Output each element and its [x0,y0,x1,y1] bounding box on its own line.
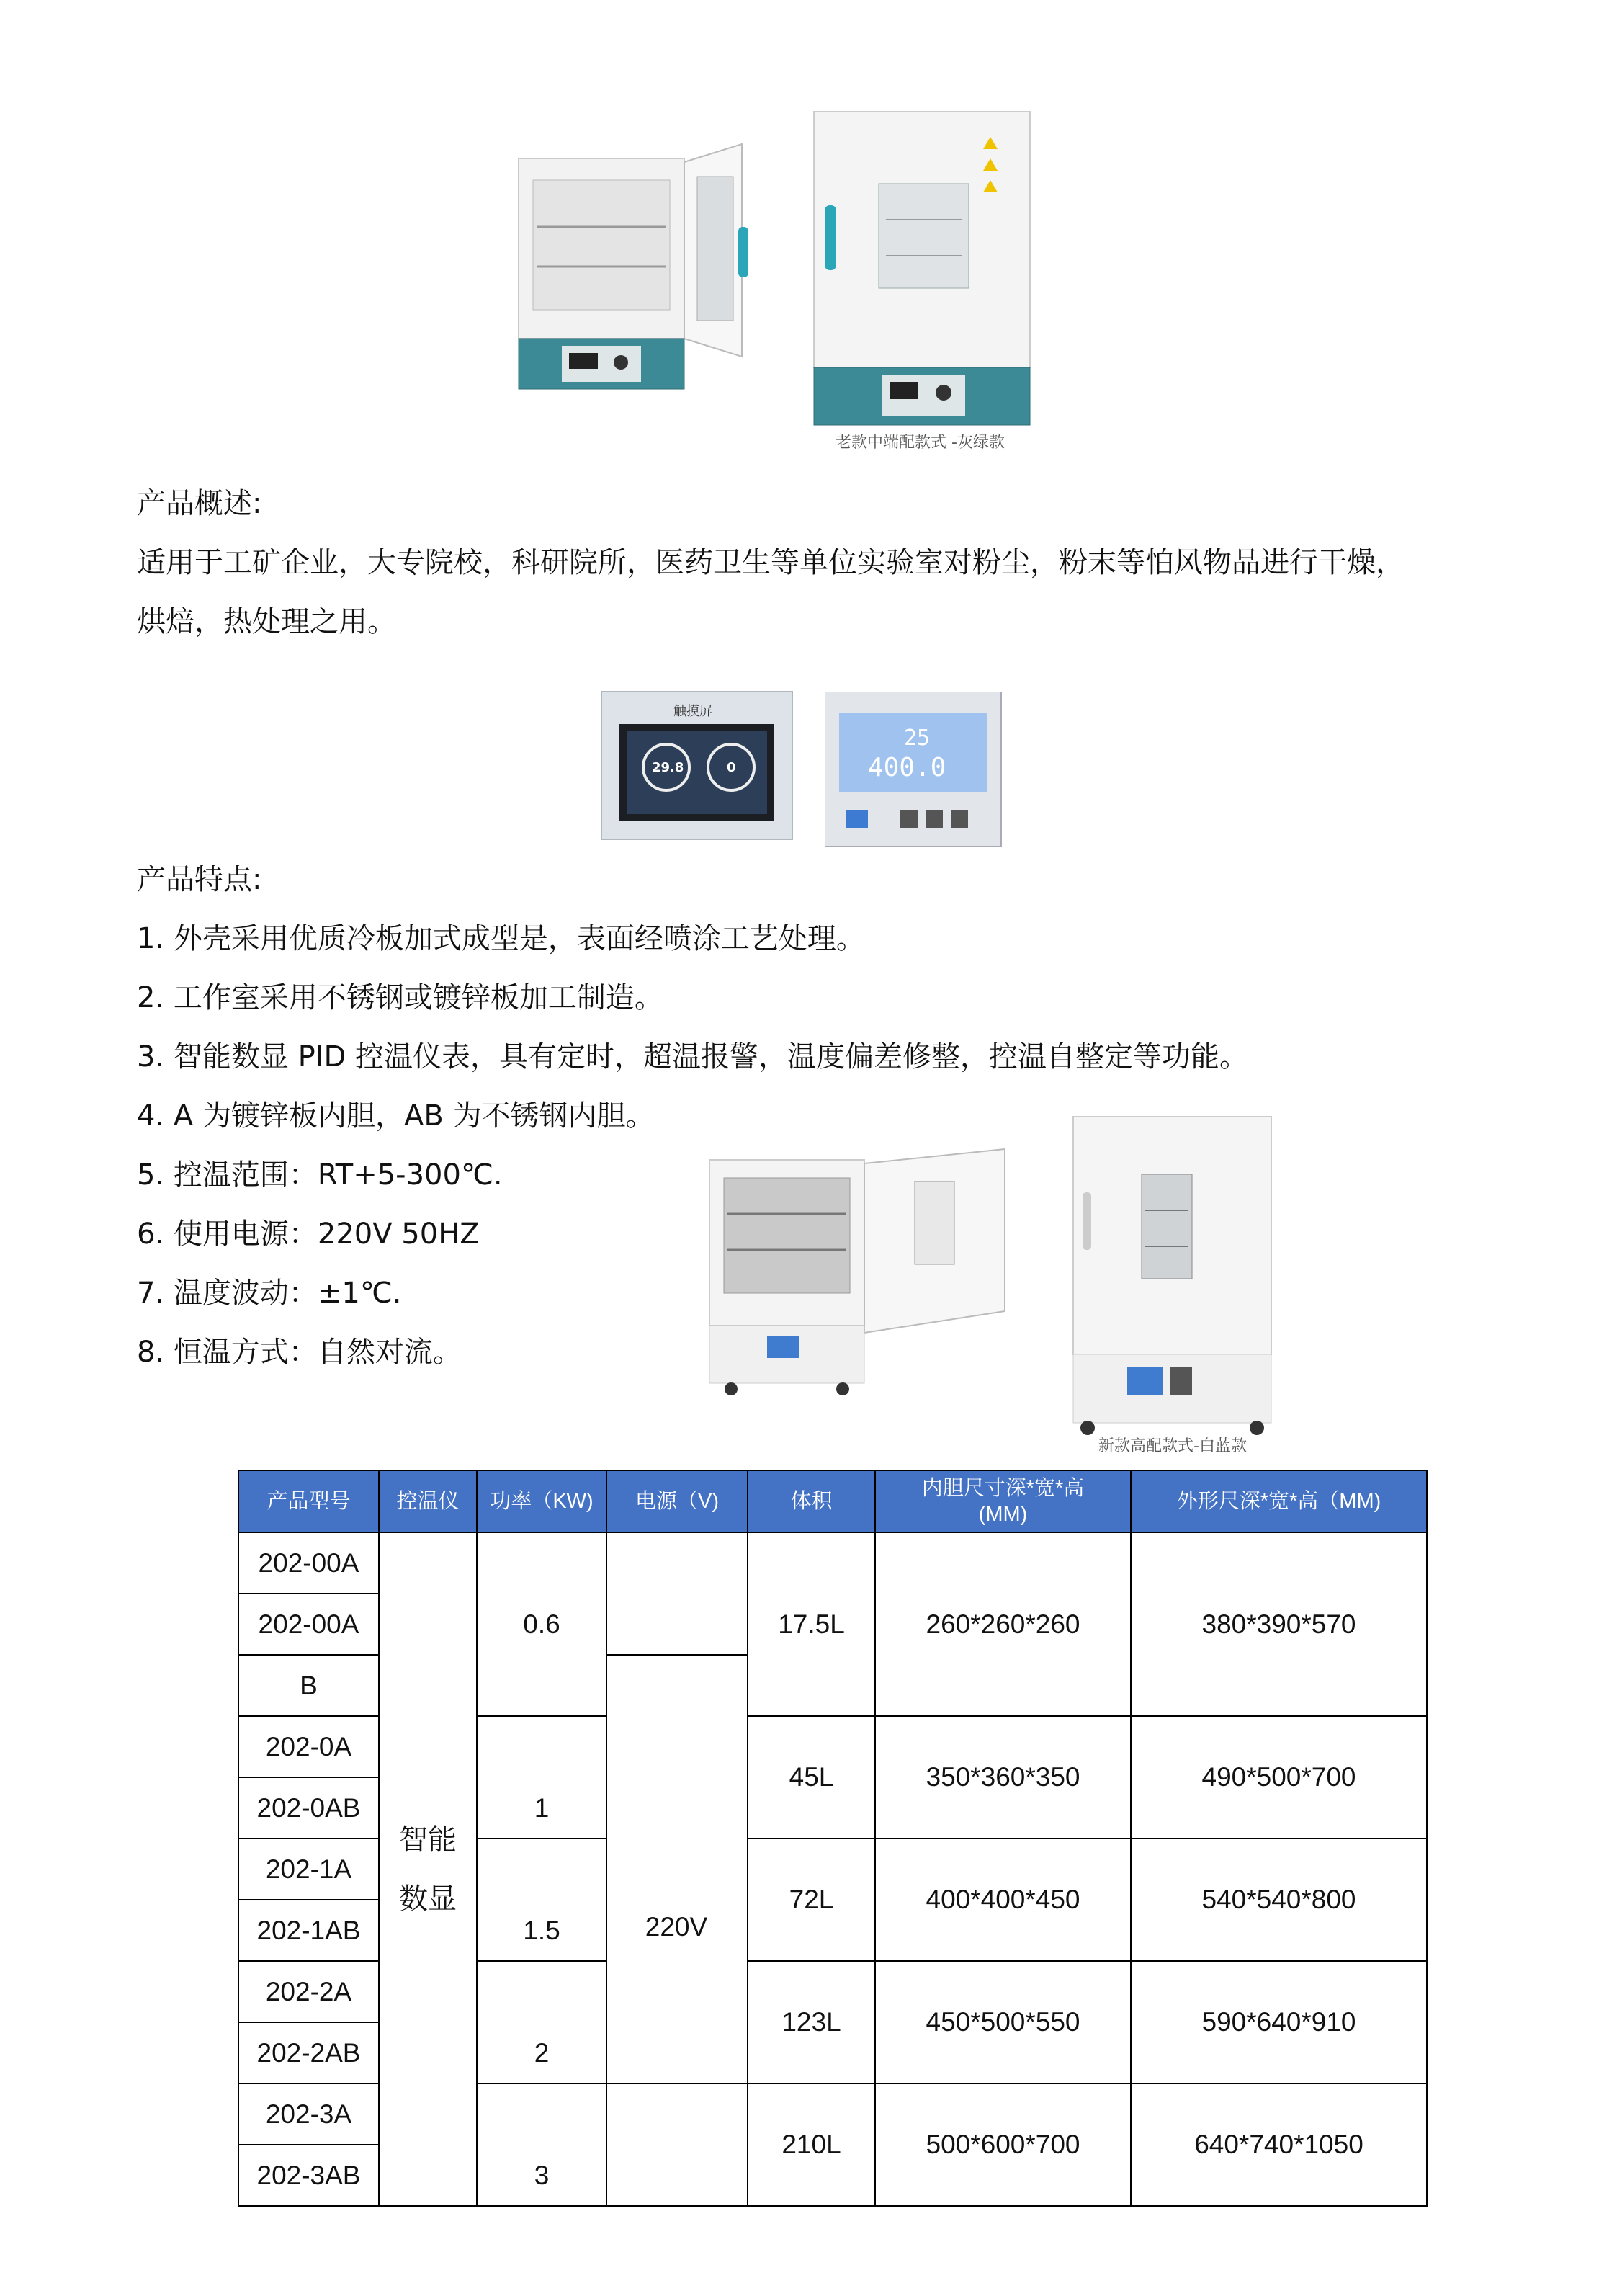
inner-size-cell: 400*400*450 [875,1839,1131,1961]
header-power: 功率（KW) [477,1470,606,1532]
overview-heading: 产品概述: [137,487,262,520]
power-cell: 1 [477,1716,606,1839]
feature-item-3: 3. 智能数显 PID 控温仪表，具有定时，超温报警，温度偏差修整，控温自整定等功能。 [137,1040,1249,1073]
model-cell: 202-0AB [238,1777,379,1839]
power-cell: 0.6 [477,1532,606,1716]
controller-line1: 智能 [399,1823,457,1857]
overview-line1: 适用于工矿企业，大专院校，科研院所，医药卫生等单位实验室对粉尘，粉末等怕风物品进行干燥， [137,546,1405,579]
model-cell: 202-2A [238,1961,379,2022]
voltage-cell [606,1655,748,2083]
model-cell: B [238,1655,379,1716]
controller-line2: 数显 [399,1882,457,1916]
top-product-photo [454,90,1138,475]
feature-item-4: 4. A 为镀锌板内胆，AB 为不锈钢内胆。 [137,1099,655,1133]
lcd-top-value: 25 [904,725,931,751]
model-cell: 202-3AB [238,2145,379,2206]
inner-size-cell: 450*500*550 [875,1961,1131,2083]
volume-cell: 45L [748,1716,875,1839]
table-row [238,1532,1427,1594]
bottom-product-photo [666,1095,1397,1455]
voltage-cell [606,1532,748,1655]
panel-value-left: 29.8 [652,760,684,775]
outer-size-cell: 590*640*910 [1131,1961,1427,2083]
model-cell: 202-1A [238,1839,379,1900]
feature-item-5: 5. 控温范围：RT+5-300℃. [137,1158,503,1192]
panel-value-right: 0 [727,760,736,775]
header-inner-line2: (MM) [978,1503,1028,1526]
outer-size-cell: 640*740*1050 [1131,2083,1427,2206]
inner-size-cell: 350*360*350 [875,1716,1131,1839]
touchscreen-label: 触摸屏 [673,704,712,719]
voltage-cell [606,2083,748,2206]
header-voltage: 电源（V) [606,1470,748,1532]
outer-size-cell: 490*500*700 [1131,1716,1427,1839]
header-model: 产品型号 [238,1470,379,1532]
feature-item-6: 6. 使用电源：220V 50HZ [137,1218,480,1251]
feature-item-1: 1. 外壳采用优质冷板加式成型是，表面经喷涂工艺处理。 [137,922,865,955]
controller-cell [379,1532,477,2206]
volume-cell: 210L [748,2083,875,2206]
power-cell: 1.5 [477,1839,606,1961]
table-header-row [238,1470,1427,1532]
header-inner-size [875,1470,1131,1532]
inner-size-cell: 260*260*260 [875,1532,1131,1716]
model-cell: 202-3A [238,2083,379,2145]
features-heading: 产品特点: [137,863,262,896]
outer-size-cell: 380*390*570 [1131,1532,1427,1716]
header-inner-line1: 内胆尺寸深*宽*高 [921,1477,1085,1500]
outer-size-cell: 540*540*800 [1131,1839,1427,1961]
power-cell: 2 [477,1961,606,2083]
oven-illustration-open-green [454,90,1138,475]
header-controller: 控温仪 [379,1470,477,1532]
model-cell: 202-1AB [238,1900,379,1961]
model-cell: 202-00A [238,1532,379,1594]
feature-item-7: 7. 温度波动：±1℃. [137,1277,402,1310]
spec-table [238,1470,1428,2207]
header-outer-size: 外形尺深*宽*高（MM) [1131,1470,1427,1532]
bottom-photo-caption: 新款高配款式-白蓝款 [1098,1437,1247,1455]
inner-size-cell: 500*600*700 [875,2083,1131,2206]
volume-cell: 123L [748,1961,875,2083]
feature-item-2: 2. 工作室采用不锈钢或镀锌板加工制造。 [137,981,663,1014]
controller-panel-photo [537,659,1059,857]
model-cell: 202-0A [238,1716,379,1777]
overview-line2: 烘焙，热处理之用。 [137,605,396,638]
voltage-value: 220V [645,1912,708,1942]
header-volume: 体积 [748,1470,875,1532]
top-photo-caption: 老款中端配款式 -灰绿款 [836,434,1005,452]
feature-item-8: 8. 恒温方式：自然对流。 [137,1336,462,1369]
model-cell: 202-2AB [238,2022,379,2083]
lcd-bottom-value: 400.0 [868,753,946,782]
volume-cell: 17.5L [748,1532,875,1716]
oven-illustration-white-blue [666,1095,1397,1455]
power-cell: 3 [477,2083,606,2206]
volume-cell: 72L [748,1839,875,1961]
model-cell: 202-00A [238,1594,379,1655]
